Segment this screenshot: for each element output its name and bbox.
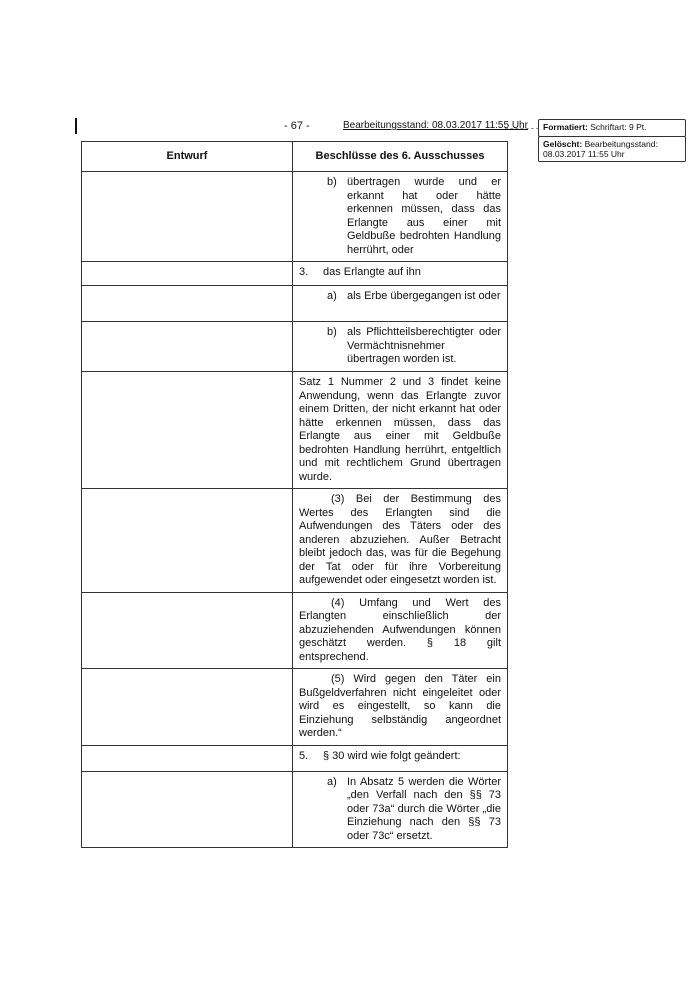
empty-cell bbox=[82, 745, 293, 771]
table-cell bbox=[293, 286, 508, 322]
empty-cell bbox=[82, 286, 293, 322]
column-header-committee: Beschlüsse des 6. Ausschusses bbox=[293, 142, 508, 172]
table-cell bbox=[293, 172, 508, 262]
empty-cell bbox=[82, 172, 293, 262]
paragraph-text: (5) Wird gegen den Täter ein Bußgeldverfahren nicht eingeleitet oder wird es eingestellt, so kann die Einziehung selbständig angeordnet werden.“ bbox=[299, 673, 501, 739]
comment-key: Gelöscht: bbox=[543, 139, 583, 149]
item-label: a) bbox=[327, 775, 337, 788]
table-row bbox=[82, 592, 508, 669]
paragraph-text: (4) Umfang und Wert des Erlangten einschließlich der abzuziehenden Aufwendungen können geschätzt werden. § 18 gilt entsprechend. bbox=[299, 596, 501, 663]
empty-cell bbox=[82, 372, 293, 489]
table-cell bbox=[293, 745, 508, 771]
table-row bbox=[82, 286, 508, 322]
item-text: als Erbe übergegangen ist oder bbox=[347, 290, 501, 302]
change-bar bbox=[75, 118, 77, 134]
revision-comment-formatted[interactable] bbox=[538, 119, 686, 137]
table-cell bbox=[293, 669, 508, 746]
table-cell bbox=[293, 262, 508, 286]
empty-cell bbox=[82, 771, 293, 848]
table-cell bbox=[293, 489, 508, 593]
table-row bbox=[82, 771, 508, 848]
empty-cell bbox=[82, 489, 293, 593]
item-label: b) bbox=[327, 176, 337, 188]
table-row bbox=[82, 322, 508, 372]
paragraph-text: Satz 1 Nummer 2 und 3 findet keine Anwendung, wenn das Erlangte zuvor einem Dritten, der nicht erkannt hat oder hätte erkennen müssen, dass das Erlangte aus einer mit Geldbuße bedrohten Handlung herrührt, entgeltlich und mit rechtlichem Grund übertragen wurde. bbox=[299, 376, 501, 483]
table-row bbox=[82, 262, 508, 286]
item-label: 5. bbox=[299, 749, 309, 762]
table-row bbox=[82, 745, 508, 771]
document-status: Bearbeitungsstand: 08.03.2017 11:55 Uhr bbox=[343, 120, 528, 131]
table-cell bbox=[293, 372, 508, 489]
item-text: das Erlangte auf ihn bbox=[323, 266, 421, 278]
table-row bbox=[82, 489, 508, 593]
table-row bbox=[82, 372, 508, 489]
table-cell bbox=[293, 322, 508, 372]
item-text: übertragen wurde und er erkannt hat oder hätte erkennen müssen, dass das Erlangte aus einer mit Geldbuße bedrohten Handlung herrührt, oder bbox=[347, 176, 501, 256]
item-text: In Absatz 5 werden die Wörter „den Verfall nach den §§ 73 oder 73a“ durch die Wörter „die Einziehung nach den §§ 73 oder 73c“ ersetzt. bbox=[347, 775, 501, 842]
revision-comment-deleted[interactable] bbox=[538, 136, 686, 162]
comment-text: Schriftart: 9 Pt. bbox=[590, 122, 647, 132]
empty-cell bbox=[82, 262, 293, 286]
empty-cell bbox=[82, 669, 293, 746]
item-label: b) bbox=[327, 326, 337, 338]
empty-cell bbox=[82, 592, 293, 669]
empty-cell bbox=[82, 322, 293, 372]
item-text: als Pflichtteilsberechtigter oder Vermächtnisnehmer übertragen worden ist. bbox=[347, 326, 501, 365]
table-row bbox=[82, 669, 508, 746]
page-number: - 67 - bbox=[284, 120, 310, 132]
paragraph-text: (3) Bei der Bestimmung des Wertes des Erlangten sind die Aufwendungen des Täters oder des anderen abzuziehen. Außer Betracht bleibt jedoch das, was für die Begehung der Tat oder für ihre Vorbereitung aufgewendet oder eingesetzt worden ist. bbox=[299, 493, 501, 586]
table-cell bbox=[293, 592, 508, 669]
item-label: 3. bbox=[299, 266, 309, 278]
synopsis-table bbox=[81, 141, 508, 848]
table-row bbox=[82, 172, 508, 262]
comment-text: Bearbeitungsstand: 08.03.2017 11:55 Uhr bbox=[543, 139, 658, 159]
item-label: a) bbox=[327, 290, 337, 302]
item-text: § 30 wird wie folgt geändert: bbox=[323, 749, 461, 762]
comment-key: Formatiert: bbox=[543, 122, 588, 132]
column-header-draft: Entwurf bbox=[82, 142, 293, 172]
table-cell bbox=[293, 771, 508, 848]
comment-connector bbox=[505, 128, 539, 129]
